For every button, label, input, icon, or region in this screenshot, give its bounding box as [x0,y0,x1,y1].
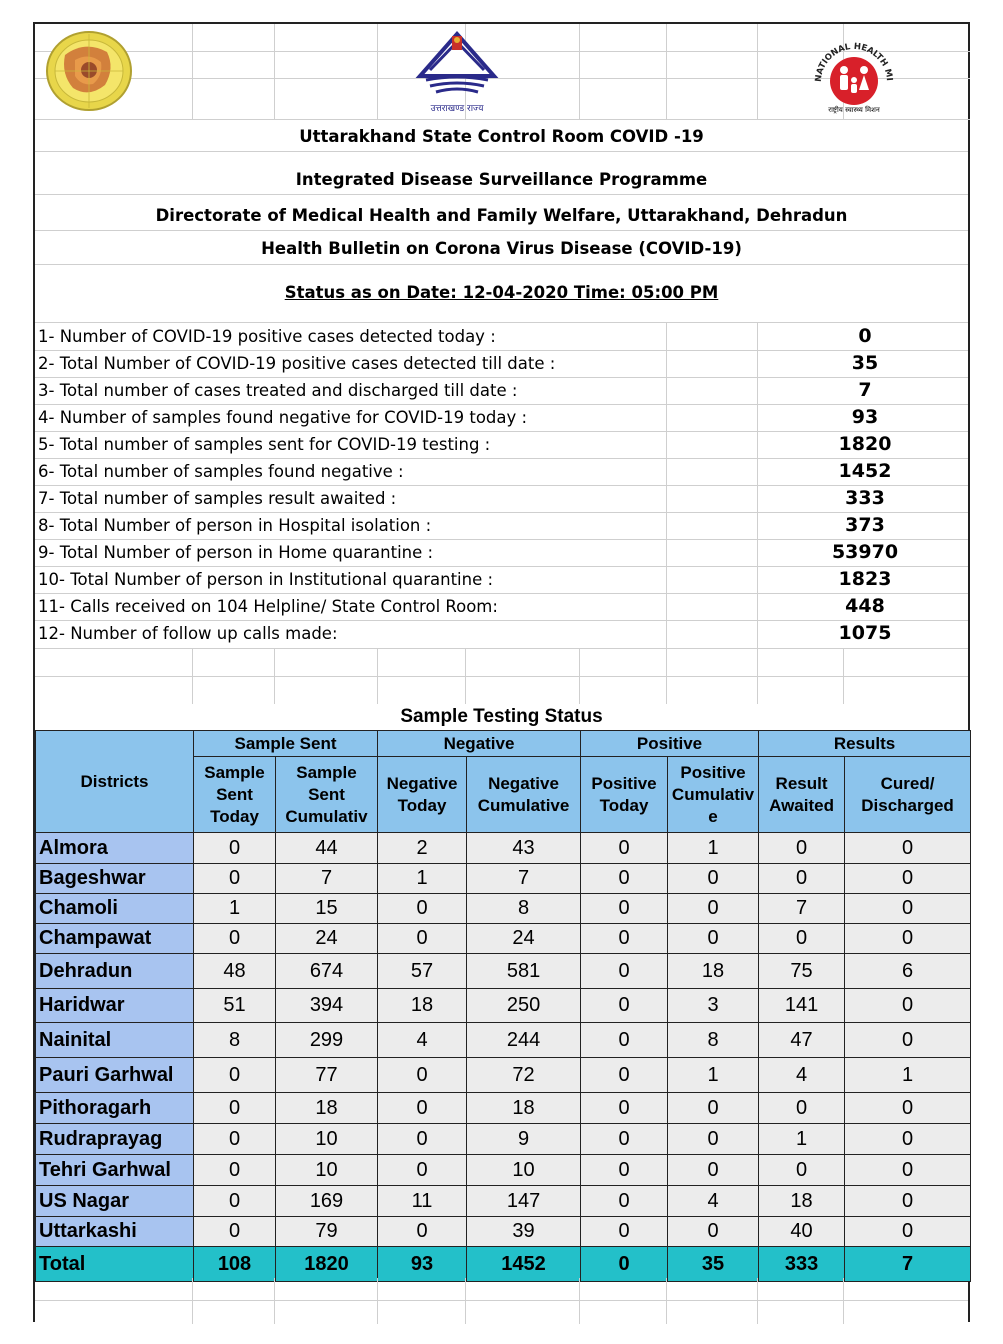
value-cell: 18 [467,1093,581,1124]
stat-value: 1820 [838,433,892,455]
group-negative: Negative [378,731,581,757]
table-row [36,924,971,954]
stat-value: 93 [851,406,879,428]
idsp-logo [45,30,133,112]
title-idsp: Integrated Disease Surveillance Programme [295,170,708,189]
value-cell: 1 [378,864,467,894]
stat-label: 10- Total Number of person in Institutional quarantine : [38,570,494,589]
total-value-cell: 35 [668,1247,759,1282]
value-cell: 1 [194,894,276,924]
table-row [36,894,971,924]
value-cell: 0 [581,1186,668,1217]
stat-row [35,458,968,485]
value-cell: 10 [276,1155,378,1186]
value-cell: 250 [467,989,581,1023]
total-value-cell: 0 [581,1247,668,1282]
total-row [36,1247,971,1282]
value-cell: 0 [194,1058,276,1093]
value-cell: 0 [378,1155,467,1186]
bulletin-sheet [33,22,970,1322]
table-row [36,1155,971,1186]
total-value-cell: 108 [194,1247,276,1282]
value-cell: 0 [845,1023,971,1058]
value-cell: 0 [194,1186,276,1217]
nhm-caption: राष्ट्रीय स्वास्थ्य मिशन [828,106,880,114]
district-cell: Tehri Garhwal [36,1155,194,1186]
table-row [36,833,971,864]
district-cell: Champawat [36,924,194,954]
total-value-cell: 333 [759,1247,845,1282]
value-cell: 0 [378,1058,467,1093]
table-row [36,1186,971,1217]
group-sample-sent: Sample Sent [194,731,378,757]
nhm-logo [807,34,901,118]
stat-label: 1- Number of COVID-19 positive cases detected today : [38,327,496,346]
sample-testing-table [35,730,971,1282]
value-cell: 0 [581,833,668,864]
value-cell: 43 [467,833,581,864]
value-cell: 0 [581,954,668,989]
value-cell: 0 [759,833,845,864]
value-cell: 4 [759,1058,845,1093]
stat-value: 1823 [838,568,892,590]
value-cell: 10 [467,1155,581,1186]
status-date-time: Status as on Date: 12-04-2020 Time: 05:00 PM [284,283,719,302]
value-cell: 9 [467,1124,581,1155]
value-cell: 4 [378,1023,467,1058]
value-cell: 40 [759,1217,845,1247]
value-cell: 0 [845,989,971,1023]
value-cell: 0 [194,1124,276,1155]
value-cell: 0 [845,924,971,954]
stat-row [35,404,968,431]
table-row [36,1093,971,1124]
district-cell: Bageshwar [36,864,194,894]
stat-label: 2- Total Number of COVID-19 positive cases detected till date : [38,354,556,373]
value-cell: 0 [845,1217,971,1247]
col-positive-cumulative: Positive Cumulativ e [668,757,759,833]
stat-value: 333 [845,487,885,509]
value-cell: 147 [467,1186,581,1217]
total-label: Total [36,1247,194,1282]
total-value-cell: 7 [845,1247,971,1282]
value-cell: 75 [759,954,845,989]
value-cell: 8 [194,1023,276,1058]
value-cell: 39 [467,1217,581,1247]
value-cell: 0 [845,894,971,924]
value-cell: 1 [845,1058,971,1093]
table-row [36,954,971,989]
value-cell: 1 [668,1058,759,1093]
value-cell: 0 [759,1155,845,1186]
value-cell: 0 [194,1093,276,1124]
stat-row [35,323,968,350]
col-result-awaited: Result Awaited [759,757,845,833]
stat-row [35,539,968,566]
value-cell: 0 [668,864,759,894]
value-cell: 1 [759,1124,845,1155]
col-cured-discharged: Cured/ Discharged [845,757,971,833]
value-cell: 0 [581,894,668,924]
sample-testing-title: Sample Testing Status [400,706,603,727]
value-cell: 7 [759,894,845,924]
district-cell: Almora [36,833,194,864]
value-cell: 581 [467,954,581,989]
value-cell: 0 [378,1217,467,1247]
value-cell: 299 [276,1023,378,1058]
stat-label: 12- Number of follow up calls made: [38,624,338,643]
value-cell: 0 [378,894,467,924]
value-cell: 0 [668,1124,759,1155]
table-row [36,1058,971,1093]
emblem-caption: उत्तराखण्ड राज्य [430,104,484,114]
value-cell: 51 [194,989,276,1023]
value-cell: 0 [759,1093,845,1124]
value-cell: 0 [378,924,467,954]
stat-label: 5- Total number of samples sent for COVID-19 testing : [38,435,491,454]
stat-value: 7 [858,379,872,401]
stat-row [35,485,968,512]
value-cell: 0 [194,864,276,894]
value-cell: 169 [276,1186,378,1217]
value-cell: 11 [378,1186,467,1217]
value-cell: 0 [581,924,668,954]
total-value-cell: 1820 [276,1247,378,1282]
value-cell: 15 [276,894,378,924]
value-cell: 141 [759,989,845,1023]
value-cell: 24 [276,924,378,954]
district-cell: Dehradun [36,954,194,989]
value-cell: 0 [194,1155,276,1186]
value-cell: 0 [845,1124,971,1155]
district-cell: US Nagar [36,1186,194,1217]
value-cell: 2 [378,833,467,864]
stat-value: 35 [851,352,879,374]
stat-value: 1452 [838,460,892,482]
value-cell: 48 [194,954,276,989]
value-cell: 8 [467,894,581,924]
uttarakhand-emblem [412,30,502,112]
value-cell: 0 [759,924,845,954]
value-cell: 0 [668,924,759,954]
stat-row [35,377,968,404]
value-cell: 3 [668,989,759,1023]
value-cell: 0 [845,864,971,894]
district-cell: Pithoragarh [36,1093,194,1124]
value-cell: 394 [276,989,378,1023]
col-positive-today: Positive Today [581,757,668,833]
value-cell: 6 [845,954,971,989]
value-cell: 0 [845,1155,971,1186]
title-control-room: Uttarakhand State Control Room COVID -19 [299,127,704,146]
district-cell: Pauri Garhwal [36,1058,194,1093]
value-cell: 0 [845,1093,971,1124]
col-sample-sent-today: Sample Sent Today [194,757,276,833]
stat-value: 1075 [838,622,892,644]
stat-label: 8- Total Number of person in Hospital isolation : [38,516,432,535]
value-cell: 0 [668,1093,759,1124]
value-cell: 1 [668,833,759,864]
value-cell: 0 [581,989,668,1023]
district-cell: Rudraprayag [36,1124,194,1155]
districts-header: Districts [36,731,194,833]
value-cell: 24 [467,924,581,954]
district-cell: Uttarkashi [36,1217,194,1247]
group-positive: Positive [581,731,759,757]
group-results: Results [759,731,971,757]
value-cell: 7 [467,864,581,894]
stat-row [35,431,968,458]
table-row [36,1124,971,1155]
stat-row [35,620,968,647]
value-cell: 18 [759,1186,845,1217]
value-cell: 0 [668,1217,759,1247]
table-row [36,1217,971,1247]
col-negative-cumulative: Negative Cumulative [467,757,581,833]
stat-row [35,593,968,620]
value-cell: 674 [276,954,378,989]
value-cell: 4 [668,1186,759,1217]
value-cell: 0 [845,833,971,864]
stat-value: 373 [845,514,885,536]
district-cell: Chamoli [36,894,194,924]
value-cell: 79 [276,1217,378,1247]
stat-label: 3- Total number of cases treated and discharged till date : [38,381,518,400]
stat-row [35,566,968,593]
value-cell: 57 [378,954,467,989]
value-cell: 0 [581,1217,668,1247]
value-cell: 8 [668,1023,759,1058]
value-cell: 0 [581,1093,668,1124]
value-cell: 47 [759,1023,845,1058]
value-cell: 244 [467,1023,581,1058]
value-cell: 0 [194,924,276,954]
value-cell: 0 [581,1124,668,1155]
title-bulletin: Health Bulletin on Corona Virus Disease (COVID-19) [261,239,742,258]
value-cell: 0 [581,1023,668,1058]
value-cell: 7 [276,864,378,894]
stat-value: 0 [858,325,872,347]
value-cell: 0 [378,1093,467,1124]
value-cell: 0 [668,1155,759,1186]
value-cell: 0 [581,1058,668,1093]
value-cell: 0 [378,1124,467,1155]
value-cell: 18 [668,954,759,989]
stat-row [35,350,968,377]
stat-label: 4- Number of samples found negative for COVID-19 today : [38,408,528,427]
value-cell: 0 [668,894,759,924]
value-cell: 0 [581,864,668,894]
table-row [36,1023,971,1058]
stat-label: 11- Calls received on 104 Helpline/ State Control Room: [38,597,498,616]
value-cell: 0 [194,833,276,864]
value-cell: 0 [194,1217,276,1247]
title-directorate: Directorate of Medical Health and Family Welfare, Uttarakhand, Dehradun [155,206,848,225]
value-cell: 18 [378,989,467,1023]
value-cell: 44 [276,833,378,864]
stat-label: 9- Total Number of person in Home quarantine : [38,543,434,562]
stat-value: 448 [845,595,885,617]
district-cell: Haridwar [36,989,194,1023]
value-cell: 0 [581,1155,668,1186]
value-cell: 77 [276,1058,378,1093]
stat-row [35,512,968,539]
stat-label: 7- Total number of samples result awaited : [38,489,397,508]
value-cell: 10 [276,1124,378,1155]
total-value-cell: 1452 [467,1247,581,1282]
col-negative-today: Negative Today [378,757,467,833]
nhm-ring-text: NATIONAL HEALTH MI [813,41,895,83]
value-cell: 18 [276,1093,378,1124]
col-sample-sent-cumulative: Sample Sent Cumulativ [276,757,378,833]
table-row [36,989,971,1023]
total-value-cell: 93 [378,1247,467,1282]
stat-label: 6- Total number of samples found negative : [38,462,404,481]
table-row [36,864,971,894]
stat-value: 53970 [831,541,899,563]
district-cell: Nainital [36,1023,194,1058]
value-cell: 72 [467,1058,581,1093]
value-cell: 0 [845,1186,971,1217]
value-cell: 0 [759,864,845,894]
